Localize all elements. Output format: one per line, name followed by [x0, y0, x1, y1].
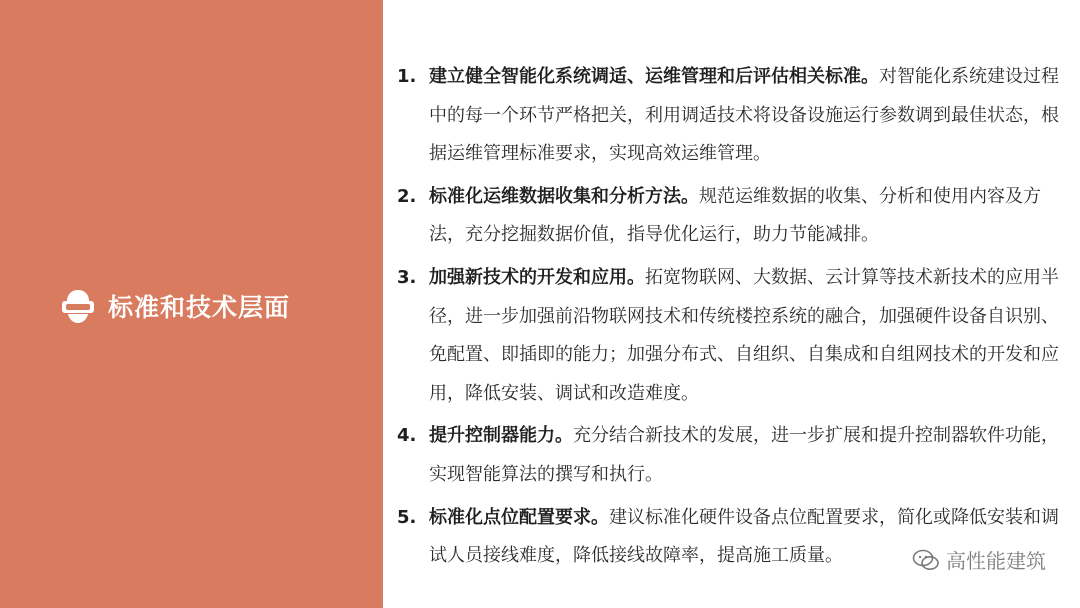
item-body: 对智能化系统建设过程中的每一个环节严格把关，利用调适技术将设备设施运行参数调到最佳状态，根据运维管理标准要求，实现高效运维管理。 — [429, 66, 1059, 165]
list-item — [397, 259, 1062, 413]
item-heading: 标准化点位配置要求。 — [429, 506, 609, 528]
watermark-text: 高性能建筑 — [946, 549, 1046, 573]
item-heading: 加强新技术的开发和应用。 — [429, 266, 645, 288]
left-accent-panel — [0, 0, 383, 608]
list-item — [397, 178, 1062, 255]
item-body: 拓宽物联网、大数据、云计算等技术新技术的应用半径，进一步加强前沿物联网技术和传统楼控系统的融合，加强硬件设备自识别、免配置、即插即的能力；加强分布式、自组织、自集成和自组网技术的开发和应用，降低安装、调试和改造难度。 — [429, 266, 1059, 404]
item-body: 规范运维数据的收集、分析和使用内容及方法，充分挖掘数据价值，指导优化运行，助力节能减排。 — [429, 185, 1041, 246]
watermark — [912, 545, 1046, 574]
section-title-text: 标准和技术层面 — [108, 293, 291, 322]
item-number: 4. — [397, 425, 417, 447]
list-item — [397, 417, 1062, 494]
item-number: 5. — [397, 506, 417, 528]
item-body: 充分结合新技术的发展，进一步扩展和提升控制器软件功能，实现智能算法的撰写和执行。 — [429, 425, 1059, 485]
content-panel — [383, 0, 1080, 608]
wechat-icon — [912, 548, 940, 572]
item-number: 1. — [397, 66, 417, 87]
vr-headset-icon — [58, 286, 98, 326]
section-title — [58, 284, 290, 328]
item-number: 2. — [397, 185, 417, 207]
item-heading: 提升控制器能力。 — [429, 425, 573, 447]
item-heading: 建立健全智能化系统调适、运维管理和后评估相关标准。 — [429, 66, 879, 87]
item-body: 建议标准化硬件设备点位配置要求，简化或降低安装和调试人员接线难度，降低接线故障率，提高施工质量。 — [429, 506, 1059, 567]
standards-list — [397, 58, 1062, 580]
item-heading: 标准化运维数据收集和分析方法。 — [429, 185, 699, 207]
list-item — [397, 58, 1062, 174]
item-number: 3. — [397, 266, 417, 288]
